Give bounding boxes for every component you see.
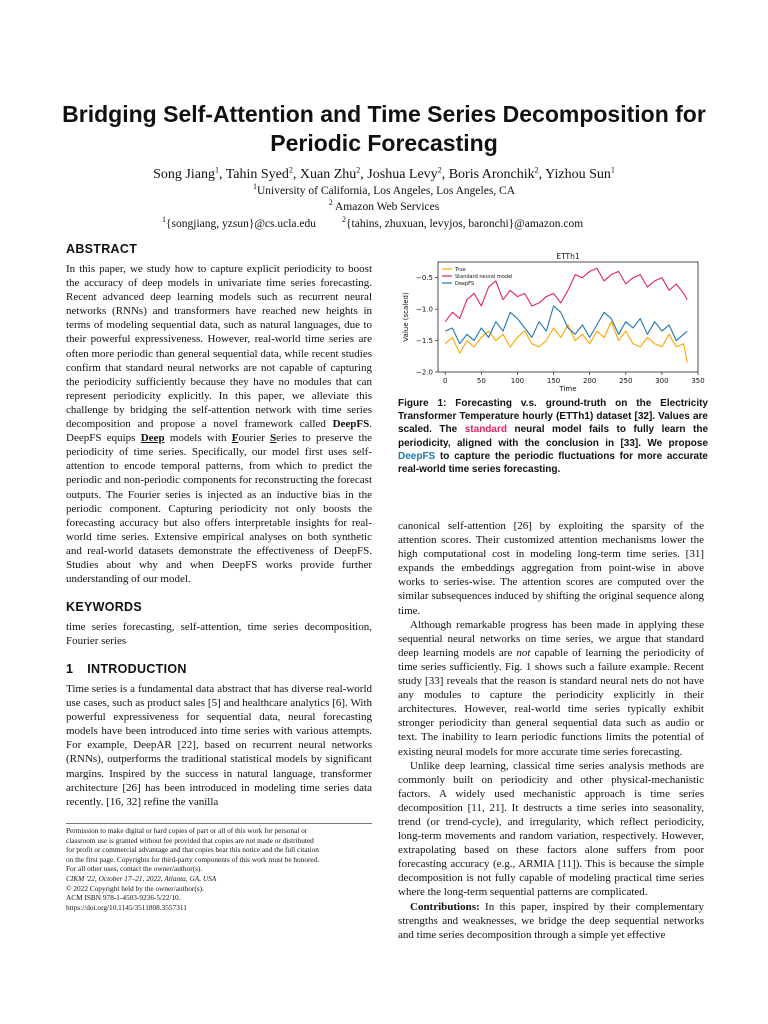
- footnote-line: on the first page. Copyrights for third-party components of this work must be honored.: [66, 854, 320, 864]
- author-name: Joshua Levy: [367, 167, 438, 182]
- footnote-doi-link[interactable]: https://doi.org/10.1145/3511808.3557311: [66, 902, 187, 912]
- email-1-text: {songjiang, yzsun}@cs.ucla.edu: [166, 218, 317, 230]
- author-affiliation-mark: 1: [610, 165, 615, 175]
- affiliation-2: [40, 200, 728, 214]
- keywords-text: time series forecasting, self-attention, time series decomposition, Fourier series: [66, 621, 372, 648]
- title-line-1: Bridging Self-Attention and Time Series Decomposition for: [62, 101, 706, 127]
- abstract-text-b: . DeepFS equips: [66, 418, 372, 445]
- affiliation-1: [40, 184, 728, 198]
- y-tick-label: −2.0: [416, 368, 433, 377]
- affiliation-1-mark: 1: [252, 182, 257, 192]
- abstract-body: [66, 262, 372, 586]
- abstract-fourier-rest: ourier: [238, 432, 271, 445]
- x-axis-label: Time: [559, 385, 577, 393]
- title-line-2: Periodic Forecasting: [270, 130, 498, 156]
- affiliation-1-text: University of California, Los Angeles, Los Angeles, CA: [256, 185, 516, 197]
- email-2-mark: 2: [342, 215, 346, 225]
- abstract-series-s: S: [270, 432, 277, 445]
- author-name: Boris Aronchik: [448, 167, 535, 182]
- x-tick-label: 250: [619, 377, 633, 385]
- author-name: Tahin Syed: [225, 167, 289, 182]
- right-paragraph-2: [398, 618, 704, 759]
- intro-text: Time series is a fundamental data abstract that has diverse real-world use cases, such as product sales [5] and healthcare analytics [6]. With powerful expressiveness for sequential data, neural forecasting models have been introduced into time series with various attempts. For example, DeepAR [22], based on recurrent neural networks (RNNs), outperforms the traditional statistical models by significant margins. Inspired by the success in natural language, transformer architecture [26] has been introduced in modeling time series data recently. [16, 32] refine the vanilla: [66, 683, 372, 808]
- email-2-text: {tahins, zhuxuan, levyjos, baronchi}@amazon.com: [346, 218, 584, 230]
- author-affiliation-mark: 2: [534, 165, 539, 175]
- legend-label: Standard neural model: [455, 274, 513, 280]
- copyright-footnote: [66, 823, 372, 912]
- caption-text-c: to capture the periodic fluctuations for more accurate real-world time series forecasting.: [398, 450, 708, 476]
- author-affiliation-mark: 2: [288, 165, 293, 175]
- figure-1-caption: [398, 397, 708, 476]
- abstract-fourier-f: F: [231, 432, 239, 445]
- author-separator: ,: [441, 167, 449, 182]
- author-separator: ,: [538, 167, 546, 182]
- x-tick-label: 350: [691, 377, 705, 385]
- author-name: Song Jiang: [153, 167, 215, 182]
- caption-standard-word: standard: [464, 424, 507, 436]
- author-name: Xuan Zhu: [299, 167, 357, 182]
- right-paragraph-2-b: capable of learning the periodicity of time series sufficiently. Fig. 1 shows such a failure example. Recent study [33] reveals that the reason is standard neural nets do not have any modules to capture the periodicity explicitly in their architectures. However, real-world time series typically exhibit stronger periodicity than general sequential data such as audio or text. The inability to learn periodic functions limits the potential of existing neural models for more accurate time series forecasting.: [398, 646, 704, 758]
- caption-deepfs-word: DeepFS: [398, 450, 436, 462]
- x-tick-label: 200: [582, 377, 597, 385]
- footnote-line: Permission to make digital or hard copies of part or all of this work for personal or: [66, 826, 308, 835]
- right-paragraph-2-not: not: [516, 646, 531, 659]
- right-paragraph-3: Unlike deep learning, classical time series analysis methods are commonly built on periodicity and other physical-mechanistic factors. A widely used mechanistic approach is time series decomposition [11, 21]. It destructs a time series into seasonality, trend (or trend-cycle), and irregularity, which reflect periodicity, long-term movements and random variation, respectively. However, extrapolating based on these factors alone suffers from poor forecasting accuracy (e.g., ARMIA [11]). This is because the simple decomposition is not fully capable of modeling practical time series where the long-term sequential patterns are complicated.: [398, 759, 704, 899]
- x-tick-label: 100: [510, 377, 525, 385]
- intro-heading-number: 1: [66, 662, 74, 676]
- abstract-series-rest: eries: [276, 432, 297, 445]
- x-tick-label: 300: [655, 377, 669, 385]
- keywords-body: [66, 620, 372, 648]
- y-axis-label: Value (scaled): [402, 292, 410, 342]
- x-tick-label: 150: [546, 377, 561, 385]
- footnote-copyright: © 2022 Copyright held by the owner/author(s).: [66, 883, 204, 893]
- right-paragraph-4: [398, 900, 704, 942]
- author-affiliation-mark: 2: [437, 165, 442, 175]
- author-separator: ,: [292, 167, 300, 182]
- email-group-2[interactable]: [342, 217, 583, 231]
- footnote-conference: CIKM '22, October 17–21, 2022, Atlanta, GA, USA: [66, 873, 217, 883]
- legend-label: DeepFS: [455, 281, 475, 287]
- footnote-line: for profit or commercial advantage and that copies bear this notice and the full citation: [66, 845, 319, 855]
- abstract-text-d: to preserve the periodicity of time series. Specifically, our model first uses self-attention to encode temporal patterns, from which to predict the periodic and non-periodic components for reconstructing the forecast outputs. The Fourier series is injected as an inductive bias in the periodic component. Capturing periodicity not only boosts the forecasting accuracy but also offers interpretable insights for real-world time series. Extensive empirical analyses on both synthetic and real-world datasets demonstrate the effectiveness of DeepFS. Studies about why and when DeepFS works provide further understanding of our model.: [66, 432, 372, 586]
- y-tick-label: −1.0: [416, 305, 433, 314]
- intro-heading: [66, 662, 187, 676]
- author-name: Yizhou Sun: [545, 167, 611, 182]
- abstract-heading: ABSTRACT: [66, 242, 138, 256]
- affiliation-2-mark: 2: [328, 198, 333, 208]
- footnote-line: For all other uses, contact the owner/author(s).: [66, 864, 203, 874]
- right-column-body: [398, 519, 704, 942]
- author-affiliation-mark: 1: [214, 165, 219, 175]
- footnote-isbn: ACM ISBN 978-1-4503-9236-5/22/10.: [66, 893, 181, 903]
- y-tick-label: −1.5: [416, 337, 433, 346]
- email-group-1[interactable]: [162, 217, 316, 231]
- caption-text-b: neural model fails to fully learn the periodicity, aligned with the conclusion in [33]. We propose: [398, 424, 709, 449]
- affiliation-2-text: Amazon Web Services: [332, 201, 440, 213]
- paper-title: [40, 100, 728, 158]
- chart-title: ETTh1: [556, 252, 580, 261]
- author-affiliation-mark: 2: [356, 165, 361, 175]
- etth1-forecast-chart: [398, 250, 716, 395]
- y-tick-label: −0.5: [416, 274, 433, 283]
- email-1-mark: 1: [162, 215, 166, 225]
- intro-body: [66, 682, 372, 809]
- right-paragraph-4-text: In this paper, inspired by their complementary strengths and weaknesses, we bridge the deep sequential networks and time series decomposition through a simple yet effective: [398, 900, 704, 941]
- x-tick-label: 0: [442, 377, 448, 385]
- author-separator: ,: [360, 167, 368, 182]
- abstract-deep-word: Deep: [140, 432, 165, 445]
- keywords-heading: KEYWORDS: [66, 600, 143, 614]
- abstract-deepfs: DeepFS: [332, 418, 370, 431]
- right-paragraph-1: canonical self-attention [26] by exploiting the sparsity of the attention scores. Their customized attention mechanisms lower the high computational cost in modeling long-term time series. [31] expands the embeddings aggregation from point-wise in above works to series-wise. The attention scores are computed over the similar subsequences induced by shifting the original sequence along time.: [398, 520, 704, 617]
- author-separator: ,: [218, 167, 226, 182]
- footnote-line: classroom use is granted without fee provided that copies are not made or distributed: [66, 835, 314, 845]
- x-tick-label: 50: [476, 377, 486, 385]
- contributions-label: Contributions:: [410, 900, 480, 913]
- caption-text-a: Figure 1: Forecasting v.s. ground-truth on the Electricity Transformer Temperature hourly (ETTh1) dataset [32]. Values are scaled. The: [398, 398, 708, 436]
- abstract-text-a: In this paper, we study how to capture explicit periodicity to boost the accuracy of deep models in univariate time series forecasting. Recent advanced deep learning models such as recurrent neural networks (RNNs) and transformers have reached new heights in terms of modeling sequential data, such as natural languages, due to their powerful expressiveness. However, real-world time series are often more periodic than general sequential data, while recent studies confirm that standard neural networks are not capable of capturing the periodicity sufficiently because they have no modules that can represent periodicity explicitly. In this paper, we alleviate this challenge by bridging the self-attention network with time series decomposition and propose a novel framework called: [66, 263, 372, 431]
- right-paragraph-2-a: Although remarkable progress has been made in applying these sequential neural networks on time series, we argue that standard deep learning models are: [398, 618, 704, 659]
- author-list: [40, 166, 728, 184]
- legend-label: True: [455, 267, 466, 273]
- intro-heading-text: INTRODUCTION: [87, 662, 187, 676]
- abstract-text-c: models with: [164, 432, 232, 445]
